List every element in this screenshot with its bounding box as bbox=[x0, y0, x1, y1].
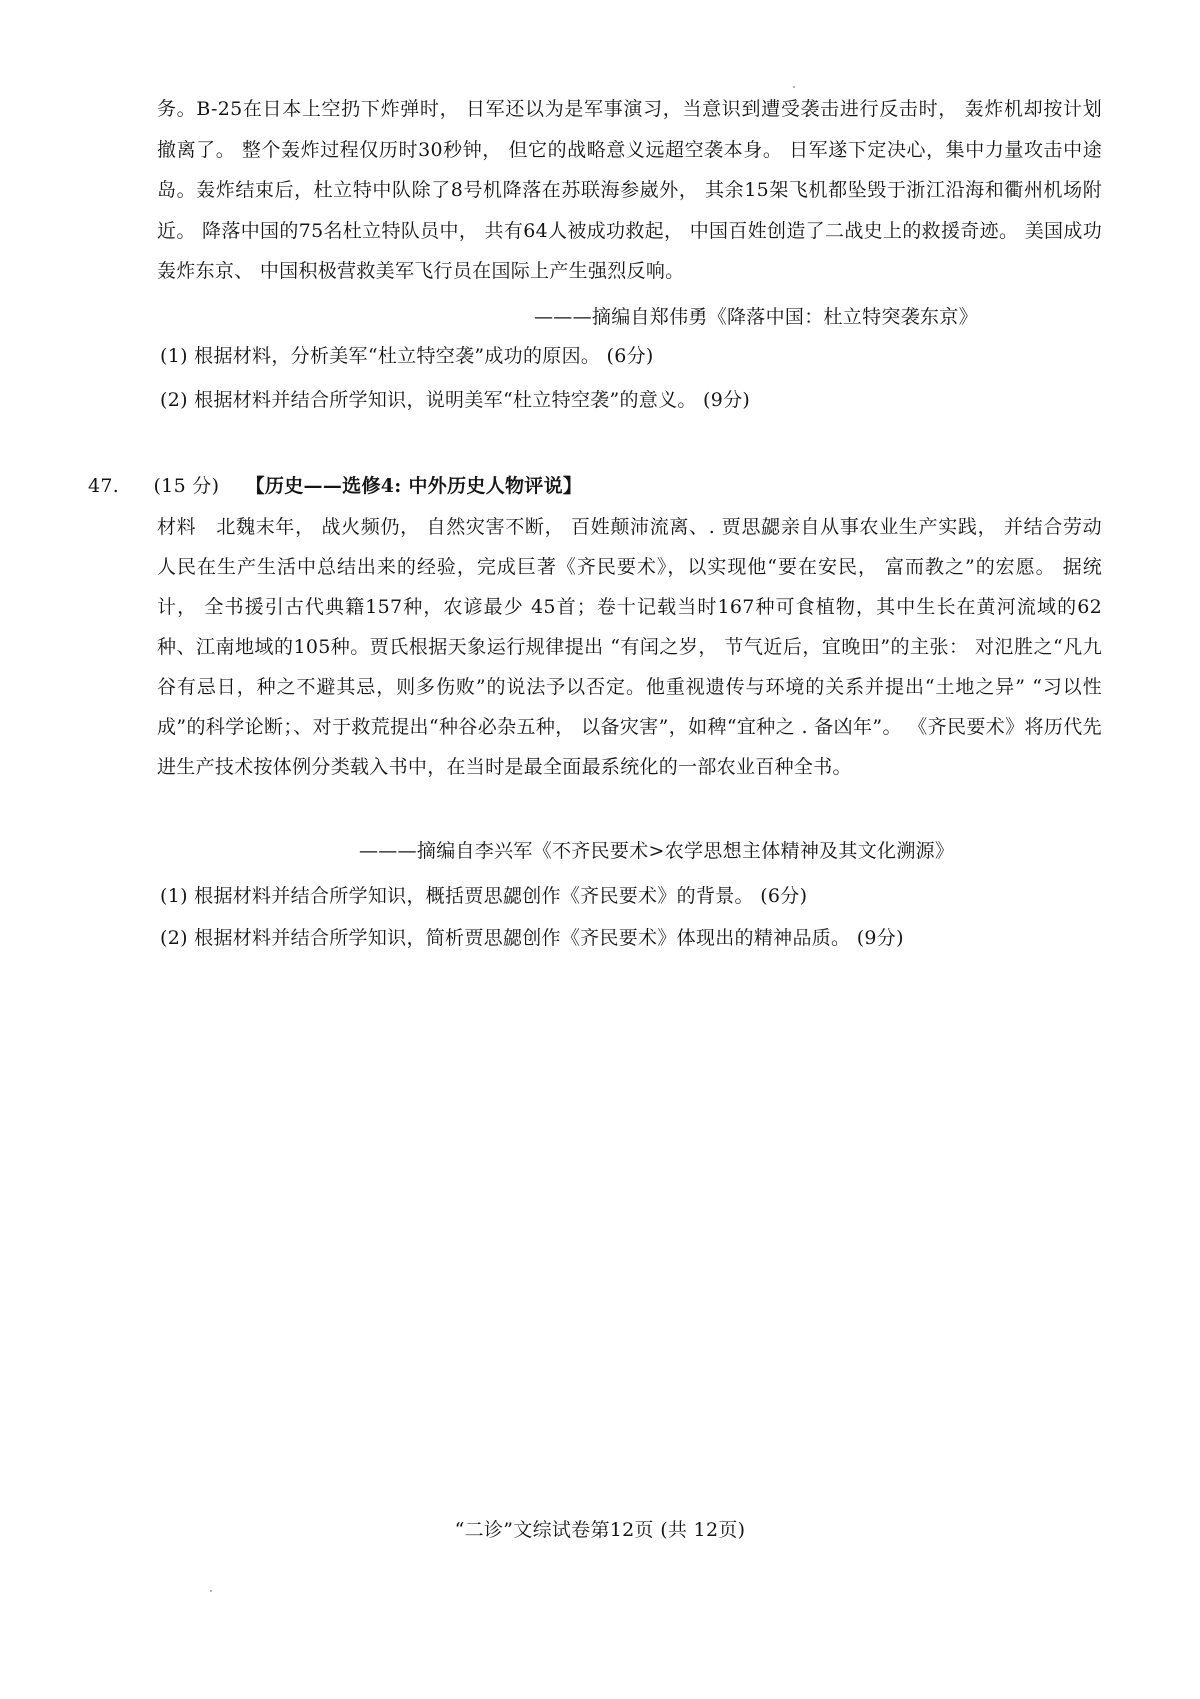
q47-sub-question-1: (1) 根据材料并结合所学知识，概括贾思勰创作《齐民要术》的背景。 (6分) bbox=[160, 885, 808, 907]
q46-sub-question-2: (2) 根据材料并结合所学知识，说明美军“杜立特空袭”的意义。 (9分) bbox=[160, 389, 751, 411]
q47-material-text: 北魏末年， 战火频仍， 自然灾害不断， 百姓颠沛流离、. 贾思勰亲自从事农业生产实践， 并结合劳动人民在生产生活中总结出来的经验，完成巨著《齐民要术》，以实现他“要在安民， 富而教之”的宏愿。 据统计， 全书援引古代典籍157种，农谚最少 45首；卷十记载当时167种可食植物，其中生长在黄河流域的62种、江南地域的105种。贾氏根据天象运行规律提出 “有闰之岁， 节气近后，宜晚田”的主张： 对氾胜之“凡九谷有忌日，种之不避其忌，则多伤败”的说法予以否定。他重视遗传与环境的关系并提出“土地之异” “习以性成”的科学论断；、对于救荒提出“种谷必杂五种， 以备灾害”，如稗“宜种之 . 备凶年”。 《齐民要术》将历代先进生产技术按体例分类载入书中，在当时是最全面最系统化的一部农业百种全书。 bbox=[157, 516, 1102, 778]
scan-speck bbox=[210, 1590, 212, 1592]
q47-header bbox=[88, 471, 582, 501]
q46-source-citation: ———摘编自郑伟勇《降落中国：杜立特突袭东京》 bbox=[534, 306, 978, 328]
q47-material bbox=[157, 507, 1102, 787]
q47-sub-question-2: (2) 根据材料并结合所学知识，简析贾思勰创作《齐民要术》体现出的精神品质。 (9分) bbox=[160, 927, 904, 949]
q47-source-citation: ———摘编自李兴军《不齐民要术>农学思想主体精神及其文化溯源》 bbox=[359, 840, 955, 862]
page-footer: “二诊”文综试卷第12页 (共 12页) bbox=[454, 1519, 746, 1541]
q47-title: 【历史——选修4: 中外历史人物评说】 bbox=[245, 475, 583, 497]
scan-speck bbox=[793, 86, 795, 88]
q47-material-label: 材料 bbox=[157, 516, 197, 538]
q47-number: 47. bbox=[88, 475, 120, 497]
q46-material-paragraph: 务。B-25在日本上空扔下炸弹时， 日军还以为是军事演习，当意识到遭受袭击进行反击时， 轰炸机却按计划撤离了。 整个轰炸过程仅历时30秒钟， 但它的战略意义远超空袭本身。 日军遂下定决心，集中力量攻击中途岛。轰炸结束后，杜立特中队除了8号机降落在苏联海参崴外， 其余15架飞机都坠毁于浙江沿海和衢州机场附近。 降落中国的75名杜立特队员中， 共有64人被成功救起， 中国百姓创造了二战史上的救援奇迹。 美国成功轰炸东京、 中国积极营救美军飞行员在国际上产生强烈反响。 bbox=[157, 98, 1102, 282]
q46-sub-question-1: (1) 根据材料，分析美军“杜立特空袭”成功的原因。 (6分) bbox=[160, 345, 654, 367]
q47-score: (15 分) bbox=[153, 475, 220, 497]
